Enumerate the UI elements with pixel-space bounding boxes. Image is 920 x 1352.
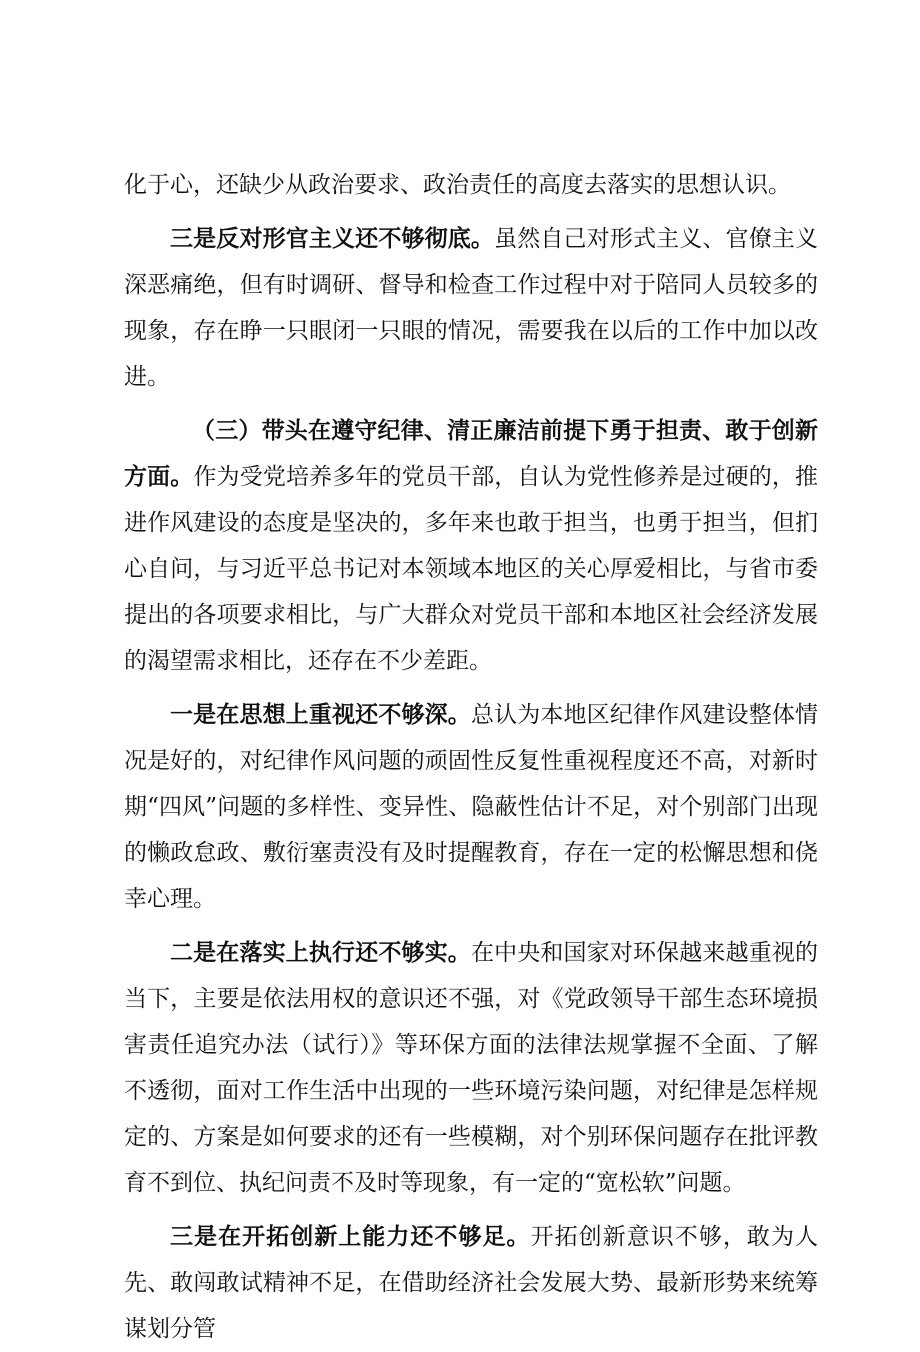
document-body [124,162,818,1352]
section-heading-three [124,408,818,684]
paragraph-continuation [124,162,818,208]
paragraph-point-three-innovation [124,1214,818,1352]
paragraph-point-three-formalism [124,216,818,400]
section-heading: （三）带头在遵守纪律、清正廉洁前提下勇于担责、敢于创新方面。 [124,418,818,490]
paragraph-text: 虽然自己对形式主义、官僚主义深恶痛绝，但有时调研、督导和检查工作过程中对于陪同人员较多的现象，存在睁一只眼闭一只眼的情况，需要我在以后的工作中加以改进。 [124,226,819,390]
paragraph-text: 总认为本地区纪律作风建设整体情况是好的，对纪律作风问题的顽固性反复性重视程度还不高，对新时期“四风”问题的多样性、变异性、隐蔽性估计不足，对个别部门出现的懒政怠政、敷衍塞责没有及时提醒教育，存在一定的松懈思想和侥幸心理。 [124,702,819,912]
paragraph-lead: 一是在思想上重视还不够深。 [170,702,471,728]
paragraph-lead: 三是在开拓创新上能力还不够足。 [170,1224,531,1250]
paragraph-text: 开拓创新意识不够，敢为人先、敢闯敢试精神不足，在借助经济社会发展大势、最新形势来统筹谋划分管 [124,1224,819,1342]
paragraph-text: 化于心，还缺少从政治要求、政治责任的高度去落实的思想认识。 [124,172,791,198]
paragraph-point-two-implementation [124,930,818,1206]
paragraph-lead: 二是在落实上执行还不够实。 [170,940,471,966]
paragraph-point-one-thinking [124,692,818,922]
paragraph-text: 在中央和国家对环保越来越重视的当下，主要是依法用权的意识还不强，对《党政领导干部生态环境损害责任追究办法（试行）》等环保方面的法律法规掌握不全面、了解不透彻，面对工作生活中出现的一些环境污染问题，对纪律是怎样规定的、方案是如何要求的还有一些模糊，对个别环保问题存在批评教育不到位、执纪问责不及时等现象，有一定的“宽松软”问题。 [124,940,819,1196]
paragraph-lead: 三是反对形官主义还不够彻底。 [170,226,495,252]
paragraph-text: 作为受党培养多年的党员干部，自认为党性修养是过硬的，推进作风建设的态度是坚决的，多年来也敢于担当，也勇于担当，但扪心自问，与习近平总书记对本领域本地区的关心厚爱相比，与省市委提出的各项要求相比，与广大群众对党员干部和本地区社会经济发展的渴望需求相比，还存在不少差距。 [124,464,819,674]
